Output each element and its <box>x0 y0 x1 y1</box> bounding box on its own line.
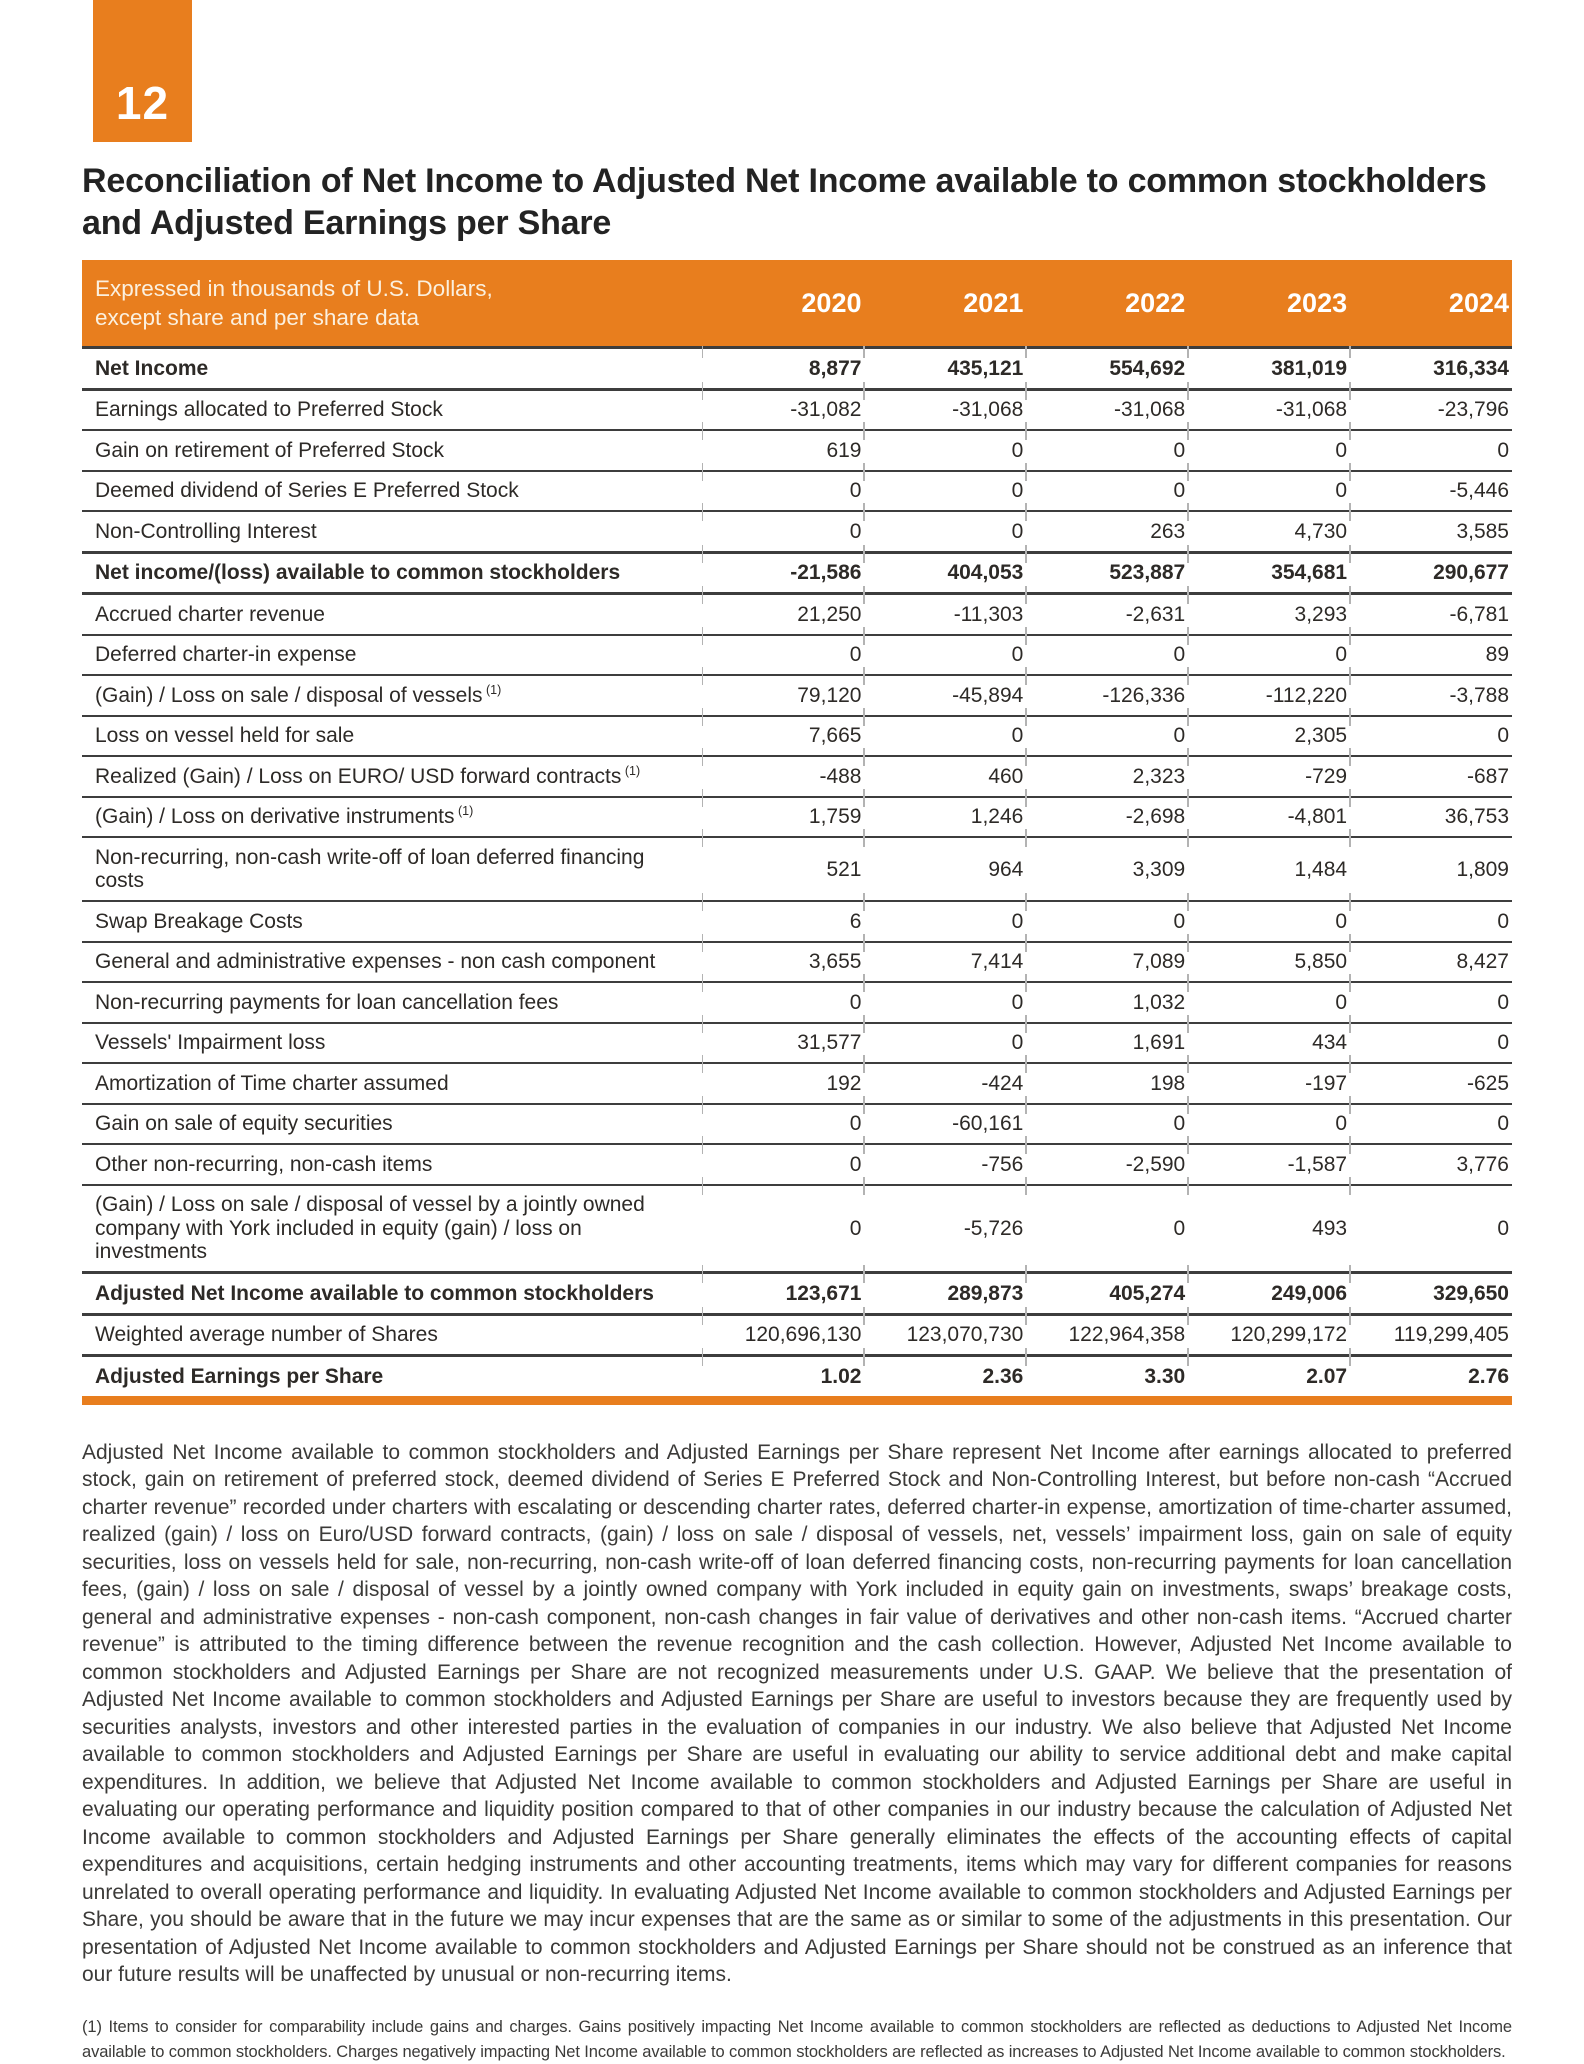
row-value: 1,246 <box>864 798 1026 839</box>
header-caption-line1: Expressed in thousands of U.S. Dollars, <box>95 276 493 302</box>
row-label: General and administrative expenses - non cash component <box>82 943 703 984</box>
row-value: 3,309 <box>1026 838 1188 902</box>
footnote-marker: (1) <box>621 763 641 778</box>
table-row <box>82 902 1512 943</box>
row-label: Realized (Gain) / Loss on EURO/ USD forward contracts $^{(1)}$ <box>82 757 703 798</box>
row-value: 0 <box>1350 717 1512 758</box>
row-label: Loss on vessel held for sale <box>82 717 703 758</box>
row-value: 2.76 <box>1350 1357 1512 1396</box>
row-label: Gain on sale of equity securities <box>82 1105 703 1146</box>
row-value: 0 <box>1188 902 1350 943</box>
row-value: 21,250 <box>703 595 865 636</box>
row-label: Deemed dividend of Series E Preferred Stock <box>82 472 703 513</box>
table-header <box>82 260 1512 346</box>
row-value: 316,334 <box>1350 346 1512 391</box>
row-value: -729 <box>1188 757 1350 798</box>
row-value: 2.36 <box>864 1357 1026 1396</box>
row-label: Net income/(loss) available to common stockholders <box>82 554 703 596</box>
table-row <box>82 1357 1512 1396</box>
row-label: (Gain) / Loss on derivative instruments $^{(1)}$ <box>82 798 703 839</box>
row-value: 0 <box>1350 1024 1512 1065</box>
year-column-2022: 2022 <box>1026 260 1188 346</box>
row-value: 0 <box>864 636 1026 677</box>
row-value: 0 <box>703 472 865 513</box>
row-value: 7,089 <box>1026 943 1188 984</box>
row-value: 523,887 <box>1026 554 1188 596</box>
footnote: (1) Items to consider for comparability include gains and charges. Gains positively impacting Net Income available to common stockholders are reflected as deductions to Adjusted Net Income available to common stockholders. Charges negatively impacting Net Income available to common stockholders are reflected as increases to Adjusted Net Income available to common stockholders. <box>82 2017 1512 2061</box>
row-value: 0 <box>1188 431 1350 472</box>
table-row <box>82 798 1512 839</box>
row-value: 2,323 <box>1026 757 1188 798</box>
row-value: 964 <box>864 838 1026 902</box>
row-value: 329,650 <box>1350 1274 1512 1316</box>
row-value: 198 <box>1026 1064 1188 1105</box>
table-bottom-rule <box>82 1396 1512 1405</box>
row-value: 1,759 <box>703 798 865 839</box>
row-value: -687 <box>1350 757 1512 798</box>
table-row <box>82 717 1512 758</box>
row-value: -31,068 <box>864 391 1026 432</box>
table-row <box>82 346 1512 391</box>
row-value: 8,427 <box>1350 943 1512 984</box>
row-value: -197 <box>1188 1064 1350 1105</box>
row-value: 435,121 <box>864 346 1026 391</box>
row-value: 0 <box>1350 983 1512 1024</box>
row-label: Weighted average number of Shares <box>82 1316 703 1358</box>
row-value: 79,120 <box>703 676 865 717</box>
row-value: 0 <box>1026 1105 1188 1146</box>
page-title: Reconciliation of Net Income to Adjusted Net Income available to common stockholders and Adjusted Earnings per Share <box>82 162 1487 243</box>
row-value: 263 <box>1026 512 1188 554</box>
row-value: -112,220 <box>1188 676 1350 717</box>
table-row <box>82 838 1512 902</box>
row-label: Net Income <box>82 346 703 391</box>
row-value: 619 <box>703 431 865 472</box>
row-value: 381,019 <box>1188 346 1350 391</box>
table-row <box>82 1064 1512 1105</box>
page-number: 12 <box>115 77 170 129</box>
row-value: 249,006 <box>1188 1274 1350 1316</box>
row-value: 434 <box>1188 1024 1350 1065</box>
row-value: 0 <box>703 1186 865 1275</box>
row-value: -5,446 <box>1350 472 1512 513</box>
row-value: 31,577 <box>703 1024 865 1065</box>
row-value: 6 <box>703 902 865 943</box>
row-value: 0 <box>1026 636 1188 677</box>
row-value: 0 <box>1026 1186 1188 1275</box>
row-value: -31,068 <box>1026 391 1188 432</box>
row-value: -11,303 <box>864 595 1026 636</box>
row-label: Accrued charter revenue <box>82 595 703 636</box>
row-value: 0 <box>1188 472 1350 513</box>
year-column-2024: 2024 <box>1350 260 1512 346</box>
footnote-marker: (1) <box>482 682 502 697</box>
row-value: 0 <box>1350 1105 1512 1146</box>
table-header-caption <box>82 260 703 346</box>
row-value: 0 <box>1026 472 1188 513</box>
row-value: 0 <box>1350 1186 1512 1275</box>
row-value: 3,655 <box>703 943 865 984</box>
row-value: 290,677 <box>1350 554 1512 596</box>
table-row <box>82 943 1512 984</box>
table-row <box>82 1186 1512 1275</box>
year-column-2020: 2020 <box>703 260 865 346</box>
row-value: -4,801 <box>1188 798 1350 839</box>
row-value: 36,753 <box>1350 798 1512 839</box>
row-value: 0 <box>1188 636 1350 677</box>
row-label: Earnings allocated to Preferred Stock <box>82 391 703 432</box>
row-value: -45,894 <box>864 676 1026 717</box>
row-value: 0 <box>864 472 1026 513</box>
row-label: Non-recurring, non-cash write-off of loan deferred financing costs <box>82 838 703 902</box>
row-value: 405,274 <box>1026 1274 1188 1316</box>
row-value: 0 <box>864 512 1026 554</box>
header-caption-line2: except share and per share data <box>95 305 419 331</box>
row-value: -2,590 <box>1026 1145 1188 1186</box>
row-value: 2,305 <box>1188 717 1350 758</box>
row-value: 0 <box>1026 902 1188 943</box>
footnote-marker: (1) <box>454 804 474 819</box>
row-value: -23,796 <box>1350 391 1512 432</box>
row-label: Deferred charter-in expense <box>82 636 703 677</box>
row-value: 0 <box>1350 431 1512 472</box>
reconciliation-table <box>82 260 1512 1396</box>
row-value: 0 <box>703 983 865 1024</box>
table-row <box>82 983 1512 1024</box>
row-value: 2.07 <box>1188 1357 1350 1396</box>
row-value: 192 <box>703 1064 865 1105</box>
row-value: 0 <box>703 1145 865 1186</box>
row-value: 8,877 <box>703 346 865 391</box>
row-value: -3,788 <box>1350 676 1512 717</box>
row-value: 460 <box>864 757 1026 798</box>
table-row <box>82 431 1512 472</box>
table-row <box>82 554 1512 596</box>
row-value: -31,082 <box>703 391 865 432</box>
table-row <box>82 1145 1512 1186</box>
row-value: 119,299,405 <box>1350 1316 1512 1358</box>
row-value: 493 <box>1188 1186 1350 1275</box>
row-value: 0 <box>864 983 1026 1024</box>
year-column-2023: 2023 <box>1188 260 1350 346</box>
year-column-2021: 2021 <box>864 260 1026 346</box>
table-body <box>82 346 1512 1396</box>
row-value: -60,161 <box>864 1105 1026 1146</box>
row-label: Adjusted Net Income available to common stockholders <box>82 1274 703 1316</box>
row-value: 3,585 <box>1350 512 1512 554</box>
row-value: 122,964,358 <box>1026 1316 1188 1358</box>
table-row <box>82 391 1512 432</box>
table-row <box>82 636 1512 677</box>
row-value: 0 <box>703 512 865 554</box>
explanatory-paragraph: Adjusted Net Income available to common stockholders and Adjusted Earnings per Share represent Net Income after earnings allocated to preferred stock, gain on retirement of preferred stock, deemed dividend of Series E Preferred Stock and Non-Controlling Interest, but before non-cash “Accrued charter revenue” recorded under charters with escalating or descending charter rates, deferred charter-in expense, amortization of time-charter assumed, realized (gain) / loss on Euro/USD forward contracts, (gain) / loss on sale / disposal of vessels, net, vessels’ impairment loss, gain on sale of equity securities, loss on vessels held for sale, non-recurring, non-cash write-off of loan deferred financing costs, non-recurring payments for loan cancellation fees, (gain) / loss on sale / disposal of vessel by a jointly owned company with York included in equity gain on investments, swaps’ breakage costs, general and administrative expenses - non-cash component, non-cash changes in fair value of derivatives and other non-cash items. “Accrued charter revenue” is attributed to the timing difference between the revenue recognition and the cash collection. However, Adjusted Net Income available to common stockholders and Adjusted Earnings per Share are not recognized measurements under U.S. GAAP. We believe that the presentation of Adjusted Net Income available to common stockholders and Adjusted Earnings per Share are useful to investors because they are frequently used by securities analysts, investors and other interested parties in the evaluation of companies in our industry. We also believe that Adjusted Net Income available to common stockholders and Adjusted Earnings per Share are useful in evaluating our ability to service additional debt and make capital expenditures. In addition, we believe that Adjusted Net Income available to common stockholders and Adjusted Earnings per Share are useful in evaluating our operating performance and liquidity position compared to that of other companies in our industry because the calculation of Adjusted Net Income available to common stockholders and Adjusted Earnings per Share generally eliminates the effects of the accounting effects of capital expenditures and acquisitions, certain hedging instruments and other accounting treatments, items which may vary for different companies for reasons unrelated to overall operating performance and liquidity. In evaluating Adjusted Net Income available to common stockholders and Adjusted Earnings per Share, you should be aware that in the future we may incur expenses that are the same as or similar to some of the adjustments in this presentation. Our presentation of Adjusted Net Income available to common stockholders and Adjusted Earnings per Share should not be construed as an inference that our future results will be unaffected by unusual or non-recurring items. <box>82 1440 1512 1987</box>
row-value: 0 <box>1026 717 1188 758</box>
page-content <box>82 160 1512 2064</box>
row-label: (Gain) / Loss on sale / disposal of vessel by a jointly owned company with York included in equity (gain) / loss on investments <box>82 1186 703 1275</box>
row-label: Vessels' Impairment loss <box>82 1024 703 1065</box>
row-value: 404,053 <box>864 554 1026 596</box>
table-row <box>82 757 1512 798</box>
table-row <box>82 512 1512 554</box>
row-value: 3,776 <box>1350 1145 1512 1186</box>
row-value: 0 <box>864 1024 1026 1065</box>
table-row <box>82 1316 1512 1358</box>
row-value: 1,032 <box>1026 983 1188 1024</box>
table-row <box>82 1274 1512 1316</box>
table-row <box>82 1105 1512 1146</box>
row-value: 0 <box>864 717 1026 758</box>
row-value: -2,698 <box>1026 798 1188 839</box>
row-value: 3,293 <box>1188 595 1350 636</box>
row-value: 7,665 <box>703 717 865 758</box>
row-value: 0 <box>1350 902 1512 943</box>
row-value: 89 <box>1350 636 1512 677</box>
table-row <box>82 1024 1512 1065</box>
row-label: Other non-recurring, non-cash items <box>82 1145 703 1186</box>
row-value: 354,681 <box>1188 554 1350 596</box>
row-value: 3.30 <box>1026 1357 1188 1396</box>
row-label: Non-Controlling Interest <box>82 512 703 554</box>
row-label: Adjusted Earnings per Share <box>95 1364 384 1388</box>
row-value: -424 <box>864 1064 1026 1105</box>
row-value: 1,691 <box>1026 1024 1188 1065</box>
row-value: -31,068 <box>1188 391 1350 432</box>
row-value: 7,414 <box>864 943 1026 984</box>
row-label: (Gain) / Loss on sale / disposal of vessels $^{(1)}$ <box>82 676 703 717</box>
row-value: 4,730 <box>1188 512 1350 554</box>
row-value: -625 <box>1350 1064 1512 1105</box>
row-value: 1.02 <box>703 1357 865 1396</box>
row-value: 289,873 <box>864 1274 1026 1316</box>
row-value: -6,781 <box>1350 595 1512 636</box>
row-value: 0 <box>1026 431 1188 472</box>
row-value: 0 <box>703 1105 865 1146</box>
row-value: -126,336 <box>1026 676 1188 717</box>
row-value: 5,850 <box>1188 943 1350 984</box>
row-value: 1,484 <box>1188 838 1350 902</box>
row-value: 0 <box>864 431 1026 472</box>
row-value: 123,070,730 <box>864 1316 1026 1358</box>
row-value: 521 <box>703 838 865 902</box>
table-row <box>82 676 1512 717</box>
row-value: -1,587 <box>1188 1145 1350 1186</box>
row-value: 554,692 <box>1026 346 1188 391</box>
row-value: 1,809 <box>1350 838 1512 902</box>
row-value: -756 <box>864 1145 1026 1186</box>
table-row <box>82 472 1512 513</box>
row-value: 0 <box>864 902 1026 943</box>
row-value: -488 <box>703 757 865 798</box>
row-value: 123,671 <box>703 1274 865 1316</box>
row-value: 0 <box>1188 983 1350 1024</box>
row-label: Non-recurring payments for loan cancellation fees <box>82 983 703 1024</box>
row-value: -5,726 <box>864 1186 1026 1275</box>
row-value: -2,631 <box>1026 595 1188 636</box>
page-number-tab <box>93 0 192 142</box>
row-value: 0 <box>1188 1105 1350 1146</box>
row-label: Amortization of Time charter assumed <box>82 1064 703 1105</box>
row-value: 120,299,172 <box>1188 1316 1350 1358</box>
row-value: 120,696,130 <box>703 1316 865 1358</box>
row-value: -21,586 <box>703 554 865 596</box>
row-label: Gain on retirement of Preferred Stock <box>82 431 703 472</box>
row-value: 0 <box>703 636 865 677</box>
table-row <box>82 595 1512 636</box>
row-label: Swap Breakage Costs <box>82 902 703 943</box>
